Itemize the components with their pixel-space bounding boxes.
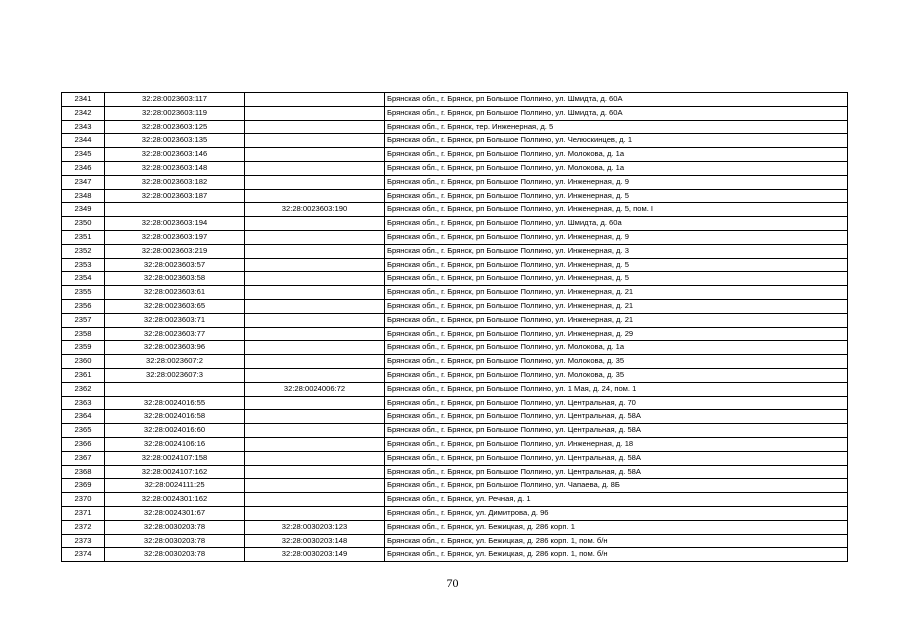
row-number-cell: 2366 bbox=[62, 437, 105, 451]
room-cadastral-number-cell bbox=[245, 341, 385, 355]
table-row bbox=[62, 106, 848, 120]
cadastral-number-cell: 32:28:0023603:117 bbox=[105, 93, 245, 107]
room-cadastral-number-cell bbox=[245, 493, 385, 507]
row-number-cell: 2358 bbox=[62, 327, 105, 341]
cadastral-number-cell: 32:28:0024107:158 bbox=[105, 451, 245, 465]
address-cell: Брянская обл., г. Брянск, тер. Инженерная, д. 5 bbox=[385, 120, 848, 134]
table-row bbox=[62, 230, 848, 244]
cadastral-number-cell: 32:28:0030203:78 bbox=[105, 534, 245, 548]
address-cell: Брянская обл., г. Брянск, рп Большое Полпино, ул. Инженерная, д. 21 bbox=[385, 299, 848, 313]
cadastral-number-cell: 32:28:0024016:58 bbox=[105, 410, 245, 424]
cadastral-number-cell: 32:28:0030203:78 bbox=[105, 548, 245, 562]
cadastral-number-cell: 32:28:0023603:96 bbox=[105, 341, 245, 355]
row-number-cell: 2371 bbox=[62, 506, 105, 520]
page-number: 70 bbox=[446, 576, 459, 590]
room-cadastral-number-cell bbox=[245, 355, 385, 369]
room-cadastral-number-cell bbox=[245, 396, 385, 410]
row-number-cell: 2372 bbox=[62, 520, 105, 534]
address-cell: Брянская обл., г. Брянск, рп Большое Полпино, ул. Шмидта, д. 60а bbox=[385, 217, 848, 231]
room-cadastral-number-cell: 32:28:0030203:148 bbox=[245, 534, 385, 548]
row-number-cell: 2356 bbox=[62, 299, 105, 313]
table-row bbox=[62, 437, 848, 451]
row-number-cell: 2357 bbox=[62, 313, 105, 327]
row-number-cell: 2363 bbox=[62, 396, 105, 410]
cadastral-number-cell: 32:28:0024301:67 bbox=[105, 506, 245, 520]
room-cadastral-number-cell: 32:28:0024006:72 bbox=[245, 382, 385, 396]
row-number-cell: 2351 bbox=[62, 230, 105, 244]
row-number-cell: 2345 bbox=[62, 148, 105, 162]
table-row bbox=[62, 299, 848, 313]
room-cadastral-number-cell bbox=[245, 272, 385, 286]
row-number-cell: 2342 bbox=[62, 106, 105, 120]
address-cell: Брянская обл., г. Брянск, рп Большое Полпино, ул. Молокова, д. 1а bbox=[385, 341, 848, 355]
table-row bbox=[62, 479, 848, 493]
room-cadastral-number-cell bbox=[245, 451, 385, 465]
address-cell: Брянская обл., г. Брянск, рп Большое Полпино, ул. Инженерная, д. 5 bbox=[385, 272, 848, 286]
table-row bbox=[62, 548, 848, 562]
table-row bbox=[62, 368, 848, 382]
row-number-cell: 2349 bbox=[62, 203, 105, 217]
row-number-cell: 2354 bbox=[62, 272, 105, 286]
address-cell: Брянская обл., г. Брянск, рп Большое Полпино, ул. Инженерная, д. 5, пом. I bbox=[385, 203, 848, 217]
address-cell: Брянская обл., г. Брянск, рп Большое Полпино, ул. Инженерная, д. 9 bbox=[385, 175, 848, 189]
room-cadastral-number-cell bbox=[245, 437, 385, 451]
room-cadastral-number-cell bbox=[245, 217, 385, 231]
room-cadastral-number-cell bbox=[245, 286, 385, 300]
room-cadastral-number-cell bbox=[245, 161, 385, 175]
row-number-cell: 2368 bbox=[62, 465, 105, 479]
cadastral-number-cell: 32:28:0024107:162 bbox=[105, 465, 245, 479]
table-row bbox=[62, 327, 848, 341]
room-cadastral-number-cell bbox=[245, 148, 385, 162]
room-cadastral-number-cell bbox=[245, 230, 385, 244]
cadastral-number-cell: 32:28:0030203:78 bbox=[105, 520, 245, 534]
address-cell: Брянская обл., г. Брянск, рп Большое Полпино, ул. Центральная, д. 58А bbox=[385, 424, 848, 438]
address-cell: Брянская обл., г. Брянск, рп Большое Полпино, ул. Центральная, д. 70 bbox=[385, 396, 848, 410]
table-row bbox=[62, 189, 848, 203]
address-cell: Брянская обл., г. Брянск, ул. Бежицкая, д. 286 корп. 1 bbox=[385, 520, 848, 534]
address-cell: Брянская обл., г. Брянск, рп Большое Полпино, ул. Центральная, д. 58А bbox=[385, 410, 848, 424]
row-number-cell: 2341 bbox=[62, 93, 105, 107]
cadastral-number-cell: 32:28:0024016:60 bbox=[105, 424, 245, 438]
table-row bbox=[62, 93, 848, 107]
address-cell: Брянская обл., г. Брянск, рп Большое Полпино, ул. Инженерная, д. 3 bbox=[385, 244, 848, 258]
room-cadastral-number-cell bbox=[245, 134, 385, 148]
cadastral-number-cell bbox=[105, 382, 245, 396]
row-number-cell: 2353 bbox=[62, 258, 105, 272]
table-row bbox=[62, 175, 848, 189]
row-number-cell: 2369 bbox=[62, 479, 105, 493]
row-number-cell: 2355 bbox=[62, 286, 105, 300]
row-number-cell: 2367 bbox=[62, 451, 105, 465]
cadastral-number-cell: 32:28:0024111:25 bbox=[105, 479, 245, 493]
table-row bbox=[62, 161, 848, 175]
table-row bbox=[62, 396, 848, 410]
table-row bbox=[62, 520, 848, 534]
cadastral-number-cell: 32:28:0023603:57 bbox=[105, 258, 245, 272]
room-cadastral-number-cell bbox=[245, 410, 385, 424]
cadastral-number-cell: 32:28:0023603:194 bbox=[105, 217, 245, 231]
cadastral-number-cell: 32:28:0023603:219 bbox=[105, 244, 245, 258]
cadastral-number-cell bbox=[105, 203, 245, 217]
address-cell: Брянская обл., г. Брянск, рп Большое Полпино, ул. Инженерная, д. 29 bbox=[385, 327, 848, 341]
address-cell: Брянская обл., г. Брянск, рп Большое Полпино, ул. Чапаева, д. 8Б bbox=[385, 479, 848, 493]
cadastral-number-cell: 32:28:0023603:146 bbox=[105, 148, 245, 162]
address-cell: Брянская обл., г. Брянск, рп Большое Полпино, ул. Молокова, д. 35 bbox=[385, 355, 848, 369]
cadastral-number-cell: 32:28:0023603:197 bbox=[105, 230, 245, 244]
address-cell: Брянская обл., г. Брянск, рп Большое Полпино, ул. Шмидта, д. 60А bbox=[385, 106, 848, 120]
row-number-cell: 2373 bbox=[62, 534, 105, 548]
row-number-cell: 2343 bbox=[62, 120, 105, 134]
address-cell: Брянская обл., г. Брянск, рп Большое Полпино, ул. Инженерная, д. 21 bbox=[385, 313, 848, 327]
room-cadastral-number-cell bbox=[245, 244, 385, 258]
table-row bbox=[62, 424, 848, 438]
registry-table-body bbox=[62, 93, 848, 562]
cadastral-number-cell: 32:28:0023603:58 bbox=[105, 272, 245, 286]
cadastral-number-cell: 32:28:0023603:125 bbox=[105, 120, 245, 134]
cadastral-number-cell: 32:28:0023603:65 bbox=[105, 299, 245, 313]
row-number-cell: 2352 bbox=[62, 244, 105, 258]
room-cadastral-number-cell bbox=[245, 175, 385, 189]
address-cell: Брянская обл., г. Брянск, рп Большое Полпино, ул. 1 Мая, д. 24, пом. 1 bbox=[385, 382, 848, 396]
room-cadastral-number-cell bbox=[245, 93, 385, 107]
row-number-cell: 2374 bbox=[62, 548, 105, 562]
room-cadastral-number-cell bbox=[245, 120, 385, 134]
address-cell: Брянская обл., г. Брянск, рп Большое Полпино, ул. Инженерная, д. 5 bbox=[385, 258, 848, 272]
cadastral-number-cell: 32:28:0023603:71 bbox=[105, 313, 245, 327]
room-cadastral-number-cell bbox=[245, 368, 385, 382]
cadastral-number-cell: 32:28:0024016:55 bbox=[105, 396, 245, 410]
table-row bbox=[62, 120, 848, 134]
table-row bbox=[62, 244, 848, 258]
room-cadastral-number-cell: 32:28:0023603:190 bbox=[245, 203, 385, 217]
address-cell: Брянская обл., г. Брянск, рп Большое Полпино, ул. Инженерная, д. 5 bbox=[385, 189, 848, 203]
address-cell: Брянская обл., г. Брянск, рп Большое Полпино, ул. Молокова, д. 35 bbox=[385, 368, 848, 382]
cadastral-number-cell: 32:28:0024301:162 bbox=[105, 493, 245, 507]
cadastral-number-cell: 32:28:0023603:119 bbox=[105, 106, 245, 120]
table-row bbox=[62, 410, 848, 424]
room-cadastral-number-cell bbox=[245, 465, 385, 479]
room-cadastral-number-cell bbox=[245, 189, 385, 203]
cadastral-number-cell: 32:28:0023607:3 bbox=[105, 368, 245, 382]
address-cell: Брянская обл., г. Брянск, рп Большое Полпино, ул. Инженерная, д. 18 bbox=[385, 437, 848, 451]
room-cadastral-number-cell: 32:28:0030203:123 bbox=[245, 520, 385, 534]
table-row bbox=[62, 465, 848, 479]
table-row bbox=[62, 451, 848, 465]
room-cadastral-number-cell bbox=[245, 106, 385, 120]
row-number-cell: 2365 bbox=[62, 424, 105, 438]
cadastral-number-cell: 32:28:0024106:16 bbox=[105, 437, 245, 451]
address-cell: Брянская обл., г. Брянск, рп Большое Полпино, ул. Инженерная, д. 9 bbox=[385, 230, 848, 244]
address-cell: Брянская обл., г. Брянск, рп Большое Полпино, ул. Центральная, д. 58А bbox=[385, 465, 848, 479]
row-number-cell: 2360 bbox=[62, 355, 105, 369]
cadastral-number-cell: 32:28:0023603:77 bbox=[105, 327, 245, 341]
registry-table bbox=[61, 92, 848, 562]
room-cadastral-number-cell bbox=[245, 327, 385, 341]
address-cell: Брянская обл., г. Брянск, рп Большое Полпино, ул. Молокова, д. 1а bbox=[385, 148, 848, 162]
row-number-cell: 2362 bbox=[62, 382, 105, 396]
cadastral-number-cell: 32:28:0023603:187 bbox=[105, 189, 245, 203]
table-row bbox=[62, 258, 848, 272]
room-cadastral-number-cell bbox=[245, 424, 385, 438]
address-cell: Брянская обл., г. Брянск, ул. Бежицкая, д. 286 корп. 1, пом. б/н bbox=[385, 534, 848, 548]
table-row bbox=[62, 272, 848, 286]
table-row bbox=[62, 286, 848, 300]
address-cell: Брянская обл., г. Брянск, рп Большое Полпино, ул. Шмидта, д. 60А bbox=[385, 93, 848, 107]
row-number-cell: 2346 bbox=[62, 161, 105, 175]
row-number-cell: 2344 bbox=[62, 134, 105, 148]
row-number-cell: 2359 bbox=[62, 341, 105, 355]
address-cell: Брянская обл., г. Брянск, ул. Бежицкая, д. 286 корп. 1, пом. б/н bbox=[385, 548, 848, 562]
row-number-cell: 2364 bbox=[62, 410, 105, 424]
table-row bbox=[62, 493, 848, 507]
table-row bbox=[62, 534, 848, 548]
row-number-cell: 2348 bbox=[62, 189, 105, 203]
table-row bbox=[62, 355, 848, 369]
row-number-cell: 2361 bbox=[62, 368, 105, 382]
table-row bbox=[62, 382, 848, 396]
table-row bbox=[62, 313, 848, 327]
address-cell: Брянская обл., г. Брянск, рп Большое Полпино, ул. Центральная, д. 58А bbox=[385, 451, 848, 465]
cadastral-number-cell: 32:28:0023603:135 bbox=[105, 134, 245, 148]
room-cadastral-number-cell bbox=[245, 479, 385, 493]
cadastral-number-cell: 32:28:0023607:2 bbox=[105, 355, 245, 369]
row-number-cell: 2350 bbox=[62, 217, 105, 231]
table-row bbox=[62, 134, 848, 148]
room-cadastral-number-cell bbox=[245, 313, 385, 327]
address-cell: Брянская обл., г. Брянск, рп Большое Полпино, ул. Молокова, д. 1а bbox=[385, 161, 848, 175]
address-cell: Брянская обл., г. Брянск, ул. Димитрова, д. 96 bbox=[385, 506, 848, 520]
table-row bbox=[62, 203, 848, 217]
room-cadastral-number-cell bbox=[245, 299, 385, 313]
address-cell: Брянская обл., г. Брянск, рп Большое Полпино, ул. Инженерная, д. 21 bbox=[385, 286, 848, 300]
cadastral-number-cell: 32:28:0023603:61 bbox=[105, 286, 245, 300]
address-cell: Брянская обл., г. Брянск, ул. Речная, д. 1 bbox=[385, 493, 848, 507]
room-cadastral-number-cell bbox=[245, 506, 385, 520]
room-cadastral-number-cell: 32:28:0030203:149 bbox=[245, 548, 385, 562]
table-row bbox=[62, 148, 848, 162]
cadastral-number-cell: 32:28:0023603:182 bbox=[105, 175, 245, 189]
table-row bbox=[62, 341, 848, 355]
cadastral-number-cell: 32:28:0023603:148 bbox=[105, 161, 245, 175]
table-row bbox=[62, 506, 848, 520]
row-number-cell: 2347 bbox=[62, 175, 105, 189]
table-row bbox=[62, 217, 848, 231]
address-cell: Брянская обл., г. Брянск, рп Большое Полпино, ул. Челюскинцев, д. 1 bbox=[385, 134, 848, 148]
row-number-cell: 2370 bbox=[62, 493, 105, 507]
room-cadastral-number-cell bbox=[245, 258, 385, 272]
